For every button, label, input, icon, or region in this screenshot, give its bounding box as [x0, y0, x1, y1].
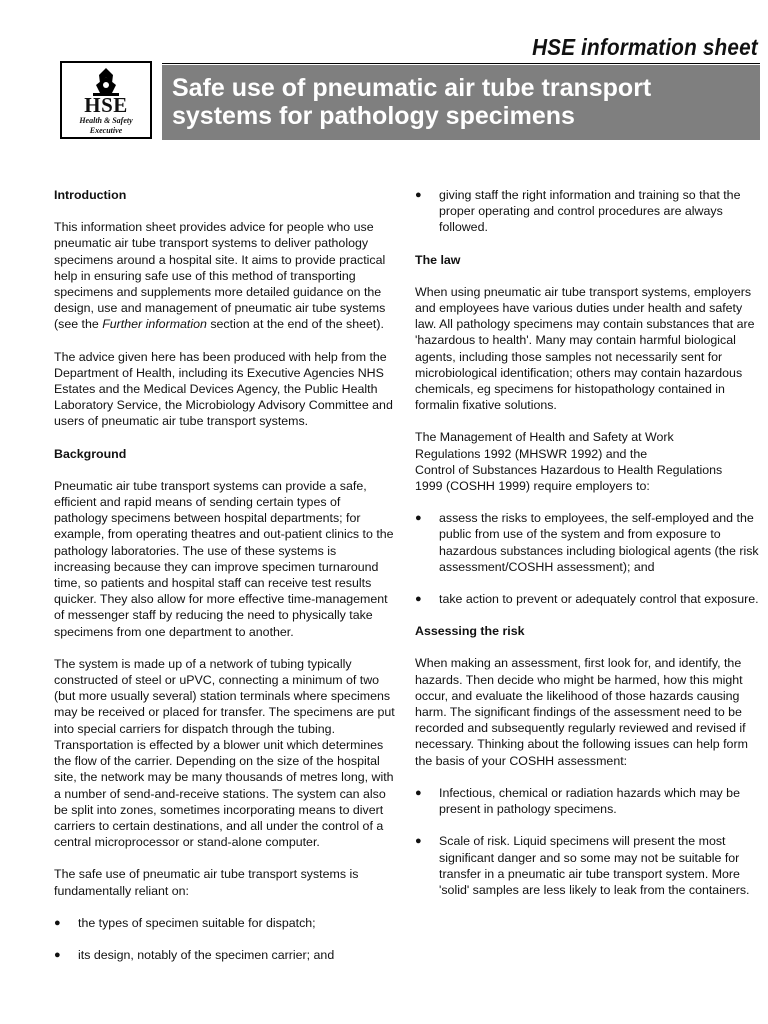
- intro-text-b: section at the end of the sheet).: [206, 317, 384, 332]
- crown-icon: [62, 63, 150, 97]
- list-item-text: assess the risks to employees, the self-employed and the public from use of the system and from exposure to hazardous substances including biological agents (the risk assessment/COSHH assessment); and: [439, 511, 759, 574]
- hse-logo: [60, 61, 152, 139]
- background-paragraph-2: The system is made up of a network of tubing typically constructed of steel or uPVC, connecting a minimum of two (but more usually several) station terminals where specimens may be received or placed for transfer. The specimens are put into special carriers for dispatch through the tubing. Transportation is effected by a blower unit which determines the flow of the carrier. Depending on the size of the hospital site, the network may be many thousands of metres long, with a number of send-and-receive stations. The system can also be split into zones, sometimes incorporating means to divert carriers to certain destinations, and all under the control of a central microprocessor or stand-alone computer.: [54, 656, 395, 850]
- background-paragraph-3: The safe use of pneumatic air tube transport systems is fundamentally reliant on:: [54, 867, 359, 898]
- list-item: [415, 591, 761, 607]
- assessing-risk-paragraph: When making an assessment, first look for, and identify, the hazards. Then decide who might be harmed, how this might occur, and evaluate the likelihood of those hazards causing harm. The significant findings of the assessment need to be recorded and subsequently regularly reviewed and revised if necessary. Thinking about the following issues can help form the basis of your COSHH assessment:: [415, 656, 748, 768]
- introduction-paragraph-2: The advice given here has been produced with help from the Department of Health, including its Executive Agencies NHS Estates and the Medical Devices Agency, the Public Health Laboratory Service, the Microbiology Advisory Committee and users of pneumatic air tube transport systems.: [54, 349, 393, 429]
- law-heading: The law: [415, 252, 461, 267]
- list-item: [415, 833, 761, 898]
- left-column: [54, 187, 396, 979]
- logo-line-2: Executive: [89, 126, 123, 135]
- page-title-line-2: systems for pathology specimens: [172, 102, 575, 130]
- bullet-icon: ●: [54, 916, 61, 929]
- page-title: [172, 74, 651, 130]
- right-column: [415, 187, 761, 914]
- logo-acronym: HSE: [84, 93, 128, 117]
- law-paragraph-2: [415, 429, 761, 494]
- bullet-icon: ●: [415, 835, 422, 848]
- list-item-text: take action to prevent or adequately control that exposure.: [439, 592, 759, 607]
- bullet-icon: ●: [415, 512, 422, 525]
- list-item-text: Scale of risk. Liquid specimens will present the most significant danger and so some may not be suitable for transfer in a pneumatic air tube transport system. More 'solid' samples are less likely to leak from the containers.: [439, 834, 750, 897]
- header-rule: [162, 63, 760, 64]
- introduction-paragraph-1: [54, 219, 396, 332]
- bullet-icon: ●: [415, 189, 422, 201]
- law-p2-line-3: Control of Substances Hazardous to Health Regulations: [415, 462, 723, 477]
- background-heading: Background: [54, 446, 127, 461]
- title-band: [162, 65, 760, 140]
- law-paragraph-1: When using pneumatic air tube transport systems, employers and employees have various duties under health and safety law. All pathology specimens may contain substances that are 'hazardous to health'. Many may contain harmful biological agents, including those samples not necessarily sent for microbiological identification; others may contain hazardous chemicals, eg specimens for histopathology contained in formalin fixative solutions.: [415, 284, 755, 413]
- list-item-text: giving staff the right information and training so that the proper operating and control procedures are always followed.: [439, 188, 741, 235]
- intro-text-a: This information sheet provides advice for people who use pneumatic air tube transport systems to deliver pathology specimens around a hospital site. It aims to provide practical help in ensuring safe use of this method of transporting specimens and supplements more detailed guidance on the design, use and management of pneumatic air tube systems (see the: [54, 220, 386, 332]
- background-paragraph-1: Pneumatic air tube transport systems can provide a safe, efficient and rapid means of sending certain types of pathology specimens between hospital departments; for example, from operating theatres and out-patient clinics to the pathology laboratories. The use of these systems is increasing because they can improve specimen turnaround time, so patients and hospital staff can receive test results quicker. They also allow for more effective time-management of messenger staff by reducing the need to physically take specimens from one department to another.: [54, 478, 394, 639]
- list-item: [415, 510, 761, 575]
- list-item-text: Infectious, chemical or radiation hazards which may be present in pathology specimens.: [439, 785, 740, 817]
- bullet-icon: ●: [54, 948, 61, 961]
- law-p2-line-4: 1999 (COSHH 1999) require employers to:: [415, 479, 650, 494]
- sheet-label: HSE information sheet: [532, 34, 758, 60]
- list-item: [54, 915, 396, 931]
- logo-line-1: Health & Safety: [79, 116, 133, 125]
- page-title-line-1: Safe use of pneumatic air tube transport: [172, 74, 652, 102]
- law-p2-line-1: The Management of Health and Safety at Work: [415, 430, 674, 445]
- list-item: [54, 947, 396, 963]
- bullet-icon: ●: [415, 786, 422, 799]
- introduction-heading: Introduction: [54, 188, 127, 202]
- law-p2-line-2: Regulations 1992 (MHSWR 1992) and the: [415, 446, 648, 461]
- bullet-icon: ●: [415, 593, 422, 606]
- list-item: [415, 187, 761, 236]
- list-item: [415, 785, 761, 817]
- assessing-risk-heading: Assessing the risk: [415, 624, 525, 639]
- list-item-text: the types of specimen suitable for dispatch;: [78, 915, 316, 930]
- further-information-ref: Further information: [102, 317, 207, 332]
- list-item-text: its design, notably of the specimen carrier; and: [78, 947, 335, 962]
